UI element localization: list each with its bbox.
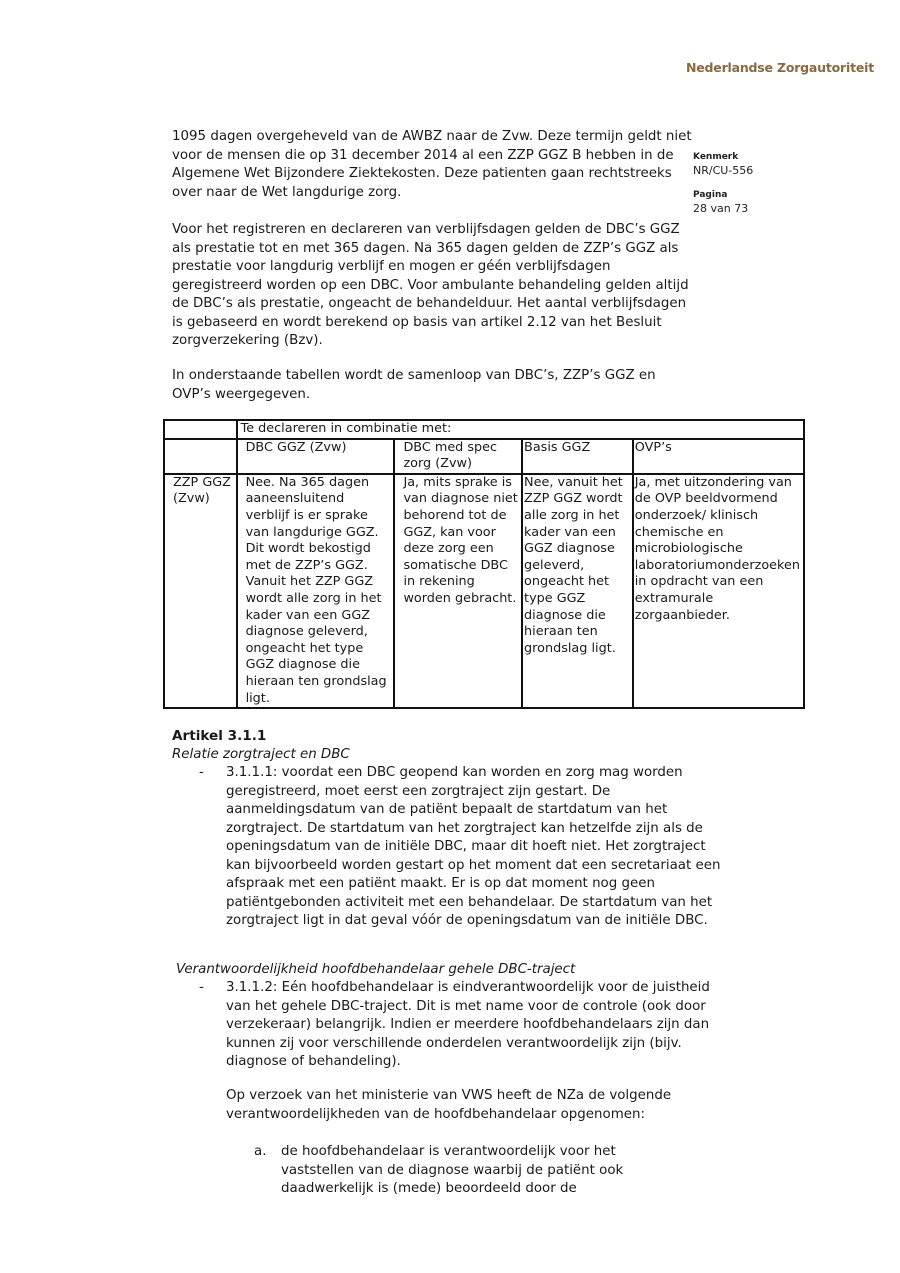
bullet-3-1-1-2-block: [172, 979, 732, 1072]
table-cell: Nee, vanuit het ZZP GGZ wordt alle zorg in het kader van een GGZ diagnose geleverd, ongeacht het type GGZ diagnose die hieraan ten grondslag ligt.: [522, 474, 633, 708]
kenmerk-value: NR/CU-556: [693, 164, 754, 177]
paragraph-vws: Op verzoek van het ministerie van VWS heeft de NZa de volgende verantwoordelijkheden van de hoofdbehandelaar opgenomen:: [226, 1088, 672, 1122]
bullet-3-1-1-2: [172, 979, 732, 1072]
column-header: OVP’s: [633, 439, 804, 474]
bullet-3-1-1-1: [172, 764, 732, 931]
kenmerk-label: Kenmerk: [693, 152, 739, 162]
bullet-text: 3.1.1.1: voordat een DBC geopend kan worden en zorg mag worden geregistreerd, moet eerst een zorgtraject zijn gestart. De aanmeldingsdatum van de patiënt bepaalt de startdatum van het zorgtraject. De startdatum van het zorgtraject kan hetzelfde zijn als de openingsdatum van de initiële DBC, maar dit hoeft niet. Het zorgtraject kan bijvoorbeeld worden gestart op het moment dat een secretariaat een afspraak met een patiënt maakt. Er is op dat moment nog geen patiëntgebonden activiteit met een behandelaar. De startdatum van het zorgtraject ligt in dat geval vóór de openingsdatum van de initiële DBC.: [226, 765, 721, 928]
dash-bullet: -: [199, 980, 204, 995]
pagina-block: [693, 189, 748, 215]
article-title: Artikel 3.1.1: [172, 728, 267, 744]
article-subtitle-verantwoordelijkheid: Verantwoordelijkheid hoofdbehandelaar gehele DBC-traject: [176, 962, 576, 977]
bullet-text: 3.1.1.2: Eén hoofdbehandelaar is eindverantwoordelijk voor de juistheid van het gehele DBC-traject. Dit is met name voor de controle (ook door verzekeraar) belangrijk. Indien er meerdere hoofdbehandelaars zijn dan kunnen zij voor verschillende onderdelen verantwoordelijk zijn (bijv. diagnose of behandeling).: [226, 980, 710, 1069]
table-empty-cell: [164, 439, 237, 474]
list-item-a: [226, 1143, 686, 1199]
list-letter: a.: [254, 1144, 267, 1159]
paragraph-awbz: 1095 dagen overgeheveld van de AWBZ naar de Zvw. Deze termijn geldt niet voor de mensen die op 31 december 2014 al een ZZP GGZ B hebben in de Algemene Wet Bijzondere Ziektekosten. Deze patienten gaan rechtstreeks over naar de Wet langdurige zorg.: [172, 129, 692, 200]
pagina-value: 28 van 73: [693, 202, 749, 215]
row-label: ZZP GGZ (Zvw): [164, 474, 237, 708]
paragraph-verblijfsdagen: Voor het registreren en declareren van verblijfsdagen gelden de DBC’s GGZ als prestatie tot en met 365 dagen. Na 365 dagen gelden de ZZP’s GGZ als prestatie voor langdurig verblijf en mogen er géén verblijfsdagen geregistreerd worden op een DBC. Voor ambulante behandeling gelden altijd de DBC’s als prestatie, ongeacht de behandelduur. Het aantal verblijfsdagen is gebaseerd en wordt berekend op basis van artikel 2.12 van het Besluit zorgverzekering (Bzv).: [172, 222, 689, 348]
table-group-header-row: [164, 420, 804, 439]
table-cell: Ja, mits sprake is van diagnose niet behorend tot de GGZ, kan voor deze zorg een somatische DBC in rekening worden gebracht.: [394, 474, 522, 708]
dash-bullet: -: [199, 765, 204, 780]
table-row: [164, 474, 804, 708]
kenmerk-block: [693, 151, 753, 177]
table-cell: Ja, met uitzondering van de OVP beeldvormend onderzoek/ klinisch chemische en microbiologische laboratoriumonderzoeken in opdracht van een extramurale zorgaanbieder.: [633, 474, 804, 708]
column-header: Basis GGZ: [522, 439, 633, 474]
table-header-row: [164, 439, 804, 474]
column-header: DBC GGZ (Zvw): [237, 439, 395, 474]
pagina-label: Pagina: [693, 190, 728, 200]
column-header: DBC med spec zorg (Zvw): [394, 439, 522, 474]
table-group-header: Te declareren in combinatie met:: [237, 420, 804, 439]
table-cell: Nee. Na 365 dagen aaneensluitend verblijf is er sprake van langdurige GGZ. Dit wordt bekostigd met de ZZP’s GGZ. Vanuit het ZZP GGZ wordt alle zorg in het kader van een GGZ diagnose geleverd, ongeacht het type GGZ diagnose die hieraan ten grondslag ligt.: [237, 474, 395, 708]
samenloop-table: [163, 419, 805, 709]
list-item-text: de hoofdbehandelaar is verantwoordelijk voor het vaststellen van de diagnose waarbij de patiënt ook daadwerkelijk is (mede) beoordeeld door de: [281, 1144, 624, 1196]
organization-name: Nederlandse Zorgautoriteit: [686, 60, 874, 75]
article-subtitle-relatie: Relatie zorgtraject en DBC: [172, 746, 350, 762]
table-corner-cell: [164, 420, 237, 439]
paragraph-tabellen: In onderstaande tabellen wordt de samenloop van DBC’s, ZZP’s GGZ en OVP’s weergegeven.: [172, 368, 656, 402]
article-section: [172, 727, 732, 931]
